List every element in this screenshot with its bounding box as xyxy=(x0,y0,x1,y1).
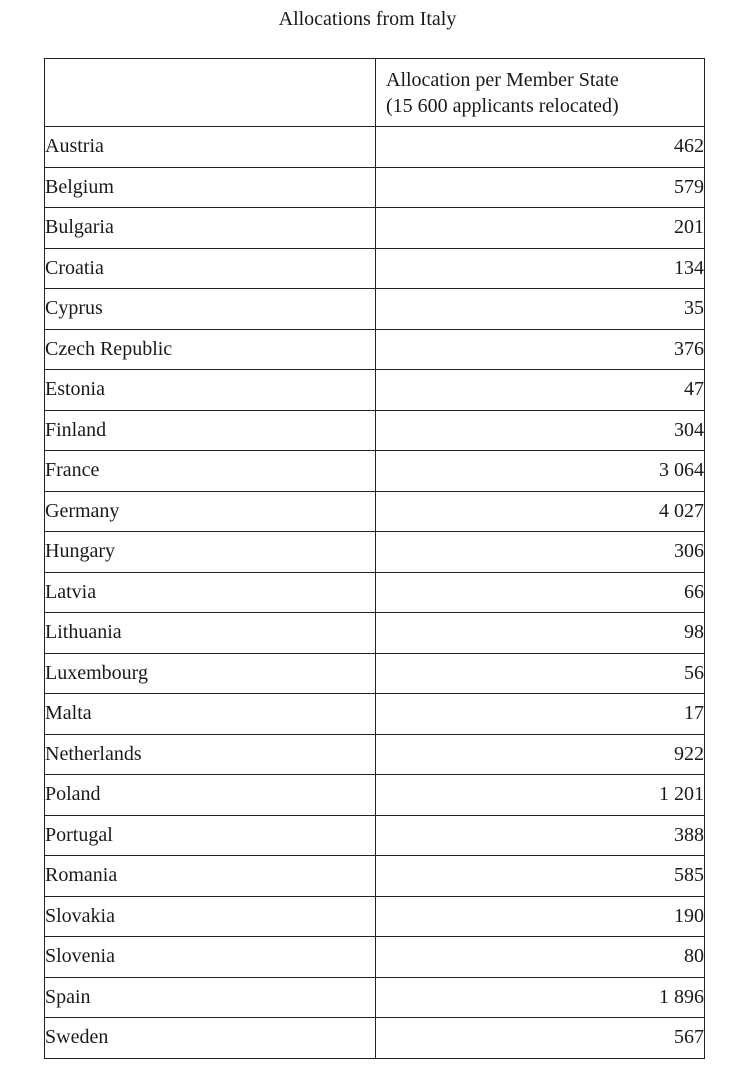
table-header-row xyxy=(45,59,705,127)
country-cell: Sweden xyxy=(45,1018,376,1059)
country-cell: Lithuania xyxy=(45,613,376,654)
allocation-value-cell: 567 xyxy=(376,1018,705,1059)
allocation-value-cell: 4 027 xyxy=(376,491,705,532)
allocation-value-cell: 66 xyxy=(376,572,705,613)
table-row xyxy=(45,289,705,330)
country-cell: Romania xyxy=(45,856,376,897)
table-row xyxy=(45,451,705,492)
table-row xyxy=(45,694,705,735)
country-cell: Hungary xyxy=(45,532,376,573)
table-row xyxy=(45,572,705,613)
allocation-value-cell: 585 xyxy=(376,856,705,897)
table-row xyxy=(45,1018,705,1059)
allocation-value-cell: 134 xyxy=(376,248,705,289)
country-cell: Spain xyxy=(45,977,376,1018)
table-row xyxy=(45,167,705,208)
country-cell: Latvia xyxy=(45,572,376,613)
table-row xyxy=(45,775,705,816)
header-allocation-line1: Allocation per Member State xyxy=(386,68,619,91)
allocation-value-cell: 3 064 xyxy=(376,451,705,492)
table-row xyxy=(45,653,705,694)
country-cell: Austria xyxy=(45,127,376,168)
allocation-value-cell: 190 xyxy=(376,896,705,937)
country-cell: Slovenia xyxy=(45,937,376,978)
allocation-value-cell: 462 xyxy=(376,127,705,168)
table-row xyxy=(45,329,705,370)
header-allocation-line2: (15 600 applicants relocated) xyxy=(386,94,619,117)
allocation-value-cell: 47 xyxy=(376,370,705,411)
country-cell: Poland xyxy=(45,775,376,816)
allocation-value-cell: 201 xyxy=(376,208,705,249)
country-cell: Cyprus xyxy=(45,289,376,330)
table-row xyxy=(45,977,705,1018)
table-row xyxy=(45,856,705,897)
allocation-value-cell: 376 xyxy=(376,329,705,370)
allocation-value-cell: 56 xyxy=(376,653,705,694)
allocation-value-cell: 1 896 xyxy=(376,977,705,1018)
allocation-value-cell: 17 xyxy=(376,694,705,735)
country-cell: Estonia xyxy=(45,370,376,411)
header-cell-country xyxy=(45,59,376,127)
header-cell-allocation xyxy=(376,59,705,127)
table-row xyxy=(45,410,705,451)
allocation-value-cell: 579 xyxy=(376,167,705,208)
country-cell: Germany xyxy=(45,491,376,532)
table-body xyxy=(45,59,705,1059)
page-title: Allocations from Italy xyxy=(278,8,457,30)
table-row xyxy=(45,248,705,289)
allocation-value-cell: 388 xyxy=(376,815,705,856)
table-row xyxy=(45,896,705,937)
table-row xyxy=(45,127,705,168)
allocation-value-cell: 1 201 xyxy=(376,775,705,816)
country-cell: Bulgaria xyxy=(45,208,376,249)
allocation-value-cell: 922 xyxy=(376,734,705,775)
table-row xyxy=(45,370,705,411)
table-row xyxy=(45,491,705,532)
table-row xyxy=(45,613,705,654)
country-cell: France xyxy=(45,451,376,492)
country-cell: Malta xyxy=(45,694,376,735)
table-row xyxy=(45,815,705,856)
allocation-value-cell: 80 xyxy=(376,937,705,978)
table-row xyxy=(45,208,705,249)
country-cell: Portugal xyxy=(45,815,376,856)
country-cell: Luxembourg xyxy=(45,653,376,694)
table-row xyxy=(45,734,705,775)
country-cell: Finland xyxy=(45,410,376,451)
allocation-value-cell: 35 xyxy=(376,289,705,330)
allocation-value-cell: 306 xyxy=(376,532,705,573)
table-row xyxy=(45,937,705,978)
allocation-table xyxy=(44,58,705,1059)
country-cell: Croatia xyxy=(45,248,376,289)
allocation-value-cell: 98 xyxy=(376,613,705,654)
country-cell: Slovakia xyxy=(45,896,376,937)
country-cell: Netherlands xyxy=(45,734,376,775)
allocation-value-cell: 304 xyxy=(376,410,705,451)
table-row xyxy=(45,532,705,573)
country-cell: Belgium xyxy=(45,167,376,208)
country-cell: Czech Republic xyxy=(45,329,376,370)
